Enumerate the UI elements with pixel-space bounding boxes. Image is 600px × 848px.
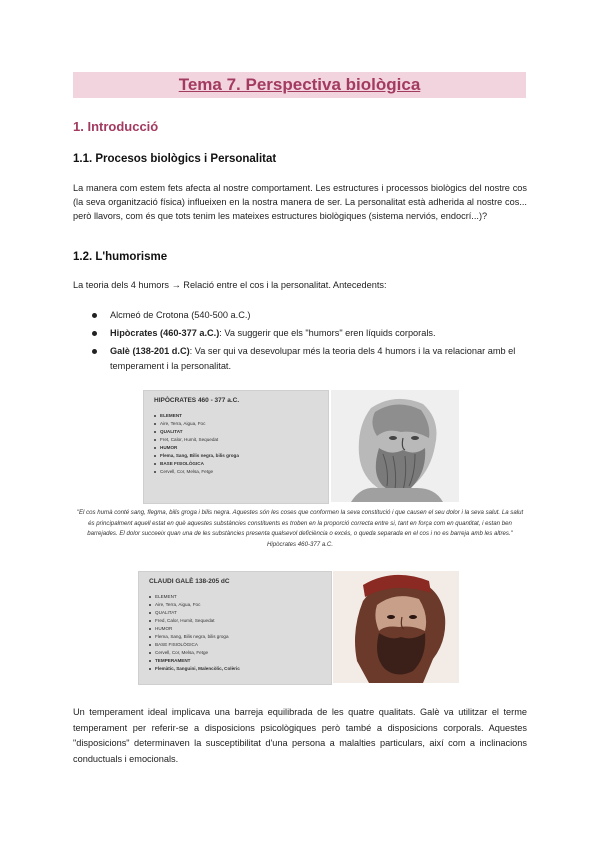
galen-info-card xyxy=(138,571,332,685)
card-row: Aire, Terra, Aigua, Foc xyxy=(160,420,328,428)
bullet-dot-icon xyxy=(92,349,97,354)
card-row: ELEMENT xyxy=(160,412,328,420)
list-item-text: : Va ser qui va desevolupar més la teoria dels 4 humors i la va relacionar amb el temperament i la personalitat. xyxy=(110,346,516,371)
card-row: HUMOR xyxy=(160,444,328,452)
section-heading-introduccio: 1. Introducció xyxy=(73,119,159,134)
card-row: BASE FISIOLÒGICA xyxy=(155,641,331,649)
paragraph-temperament: Un temperament ideal implicava una barreja equilibrada de les quatre qualitats. Galè va utilitzar el terme temperament per referir-se a disposicions psicològiques però també a disposicions corporals. Aquestes "disposicions" determinaven la susceptibilitat d'una persona a malalties particulars, així com a inclinacions conductuals i emocionals. xyxy=(73,707,527,764)
card-row: ELEMENT xyxy=(155,593,331,601)
paragraph-intro: La manera com estem fets afecta al nostre comportament. Les estructures i processos biològics del nostre cos (la seva organització física) influeixen en la nostra manera de ser. La personalitat està adherida al nostre cos... però llavors, com és que tots tenim les mateixes estructures biològiques (sistema nerviós, endocrí...)? xyxy=(73,183,527,221)
subsection-heading-humorisme: 1.2. L'humorisme xyxy=(73,251,168,263)
list-item-text: Alcmeó de Crotona (540-500 a.C.) xyxy=(110,310,251,320)
subsection-heading-processos: 1.1. Procesos biològics i Personalitat xyxy=(73,153,277,165)
card-row: Flema, Sang, Bilis negra, bilis groga xyxy=(155,633,331,641)
hippocrates-quote: "El cos humà conté sang, flegma, bilis groga i bilis negra. Aquestes són les coses que conformen la seva constitució i que causen el seu dolor i la seva salut. La salut és principalment aquell estat en què aquestes substàncies constituents es troben en la proporció correcta entre si, tant en força com en quantitat, i estan ben barrejades. El dolor succeeix quan una de les substàncies presenta qualsevol deficiència o excés, o queda separada en el cos i no es barreja amb les altres." Hipòcrates 460-377 a.C. xyxy=(76,509,524,548)
card-row: Cervell, Cor, Melsa, Fetge xyxy=(155,649,331,657)
list-item-text: : Va suggerir que els "humors" eren líquids corporals. xyxy=(219,328,436,338)
card-row: Flema, Sang, Bilis negra, bilis groga xyxy=(160,452,328,460)
list-item-bold: Hipòcrates (460-377 a.C.) xyxy=(110,328,220,338)
card-row: Flemàtic, Sanguini, Malencòlic, Colèric xyxy=(155,665,331,673)
bullet-dot-icon xyxy=(92,313,97,318)
list-item xyxy=(92,326,526,341)
bullet-dot-icon xyxy=(92,331,97,336)
card-row: Fret, Calor, Humit, Sequedat xyxy=(160,436,328,444)
hippocrates-info-card xyxy=(143,390,329,504)
antecedents-list xyxy=(92,308,526,377)
card-row: BASE FISIOLÒGICA xyxy=(160,460,328,468)
card-row: TEMPERAMENT xyxy=(155,657,331,665)
title-banner xyxy=(73,72,526,98)
hippocrates-portrait-image xyxy=(331,390,459,502)
card-title: CLAUDI GALÈ 138-205 dC xyxy=(149,578,230,585)
galen-portrait-image xyxy=(333,571,459,683)
list-item-bold: Galè (138-201 d.C) xyxy=(110,346,190,356)
card-title: HIPÒCRATES 460 - 377 a.C. xyxy=(154,397,240,404)
card-row: HUMOR xyxy=(155,625,331,633)
card-row: Cervell, Cor, Melsa, Fetge xyxy=(160,468,328,476)
list-item xyxy=(92,344,526,374)
card-row: Aire, Terra, Aigua, Foc xyxy=(155,601,331,609)
page-title: Tema 7. Perspectiva biològica xyxy=(178,75,421,94)
card-row: QUALITAT xyxy=(160,428,328,436)
card-row: Fred, Calor, Humit, Sequedat xyxy=(155,617,331,625)
card-row: QUALITAT xyxy=(155,609,331,617)
list-item xyxy=(92,308,526,323)
paragraph-humors: La teoria dels 4 humors → Relació entre el cos i la personalitat. Antecedents: xyxy=(73,280,387,290)
